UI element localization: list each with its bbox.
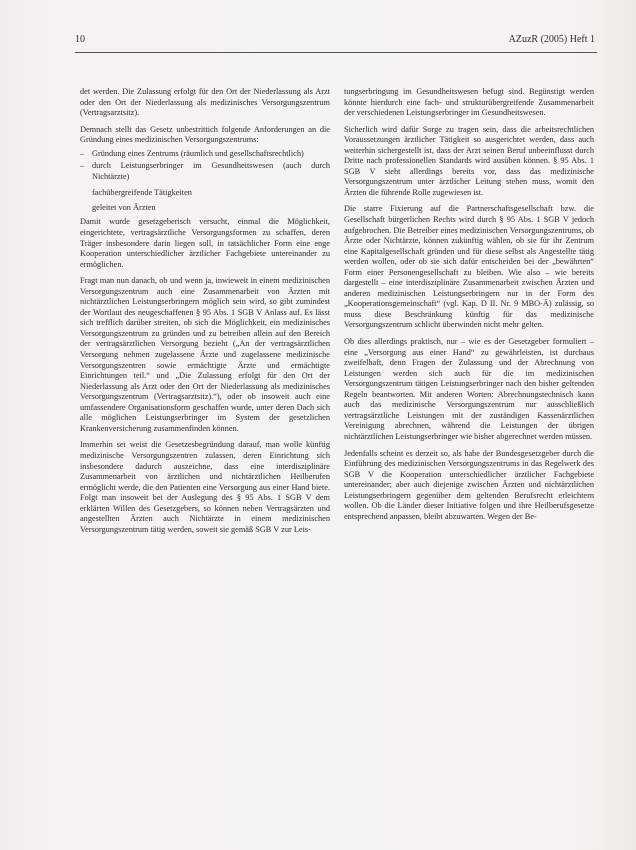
- right-column: [344, 87, 594, 528]
- paragraph: Damit wurde gesetzgeberisch versucht, einmal die Möglichkeit, eingerichtete, vertragsärztliche Versorgungsformen zu schaffen, deren Träger insbesondere darin liegen soll, in tatsächlicher Form eine enge Kooperation unterschiedlicher ärztlicher Fachgebiete untereinander zu ermöglichen.: [80, 217, 330, 269]
- paragraph: Ob dies allerdings praktisch, nur – wie es der Gesetzgeber formuliert – eine „Versorgung aus einer Hand“ zu gewährleisten, ist durchaus zweifelhaft, denn Fragen der Zulassung und der Abrechnung von Leistungen werden sich auch für die im medizinischen Versorgungszentrum tätigen Leistungserbringer nach den bisher geltenden Regeln beantworten. Mit anderen Worten: Abrechnungstechnisch kann auch das medizinische Versorgungszentrum nur ausschließlich vertragsärztliche Leistungen mit der zuständigen Kassenärztlichen Vereinigung abrechnen, während die Leistungen der übrigen nichtärztlichen Leistungserbringer wie bisher abgerechnet werden müssen.: [344, 337, 594, 441]
- left-column: [80, 87, 330, 541]
- list-item: – durch Leistungserbringer im Gesundheitswesen (auch durch Nichtärzte): [80, 161, 330, 182]
- paragraph: det werden. Die Zulassung erfolgt für den Ort der Niederlassung als Arzt oder den Ort der Niederlassung als medizinisches Versorgungszentrum (Vertragsarztsitz).: [80, 87, 330, 118]
- journal-reference: AZuzR (2005) Heft 1: [508, 34, 595, 45]
- page-header: [75, 34, 595, 50]
- paragraph: Immerhin sei weist die Gesetzesbegründung darauf, man wolle künftig medizinische Versorgungszentren zulassen, deren Einrichtung sich insbesondere dadurch auszeichne, dass eine interdisziplinäre Zusammenarbeit von ärztlichen und nichtärztlichen Heilberufen ermöglicht werde, die den Patienten eine Versorgung aus einer Hand biete. Folgt man insoweit bei der Auslegung des § 95 Abs. 1 SGB V dem erklärten Willen des Gesetzgebers, so können neben Vertragsärzten und angestellten Ärzten auch Nichtärzte in einem medizinischen Versorgungszentrum tätig werden, soweit sie gemäß SGB V zur Leis-: [80, 440, 330, 534]
- paragraph: Jedenfalls scheint es derzeit so, als habe der Bundesgesetzgeber durch die Einführung des medizinischen Versorgungszentrums in das Regelwerk des SGB V die Kooperation unterschiedlicher ärztlicher Fachgebiete untereinander; aber auch diejenige zwischen Ärzten und nichtärztlichen Leistungserbringern gegenüber dem geltenden Berufsrecht erleichtern wollen. Ob die Länder dieser Initiative folgen und ihre Heilberufsgesetze entsprechend anpassen, bleibt abzuwarten. Wegen der Be-: [344, 448, 594, 521]
- header-rule: [75, 52, 597, 53]
- list-subitem: geleitet von Ärzten: [92, 202, 156, 212]
- list-subitem: fachübergreifende Tätigkeiten: [92, 188, 192, 198]
- page-number: 10: [75, 34, 85, 45]
- paragraph: Sicherlich wird dafür Sorge zu tragen sein, dass die arbeitsrechtlichen Voraussetzungen ärztlicher Tätigkeit so ausgerichtet werden, dass auch weiterhin sichergestellt ist, dass der Arzt seinen Beruf unbeeinflusst durch Dritte nach professionellen Standards wird ausüben können. § 95 Abs. 1 SGB V sieht allerdings bereits vor, dass das medizinische Versorgungszentrum unter ärztlicher Leitung stehen muss, womit den Ärzten die führende Rolle zugewiesen ist.: [344, 124, 594, 197]
- paragraph: Die starre Fixierung auf die Partnerschaftsgesellschaft bzw. die Gesellschaft bürgerlichen Rechts wird durch § 95 Abs. 1 SGB V jedoch aufgebrochen. Die Betreiber eines medizinischen Versorgungszentrums, ob Ärzte oder Nichtärzte, können zukünftig wählen, ob sie für ihr Zentrum eine Kapitalgesellschaft gründen und für diese selbst als Angestellte tätig werden wollen, oder ob sie sich dafür entscheiden bei der „bewährten“ Form einer Personengesellschaft zu bleiben. Wie also – wie bereits dargestellt – eine interdisziplinäre Zusammenarbeit zwischen Ärzten und anderen medizinischen Leistungserbringern nur in der Form des „Kooperationsgemeinschaft“ (vgl. Kap. D II. Nr. 9 MBO-Ä) zulässig, so muss diese Beschränkung künftig für das medizinische Versorgungszentrum schlicht überwinden nicht mehr gelten.: [344, 204, 594, 330]
- list-item: – Gründung eines Zentrums (räumlich und gesellschaftsrechtlich): [80, 149, 330, 160]
- paragraph: Demnach stellt das Gesetz unbestrittich folgende Anforderungen an die Gründung eines medizinischen Versorgungszentrums:: [80, 124, 330, 145]
- requirements-list: [80, 149, 330, 183]
- paragraph: tungserbringung im Gesundheitswesen befugt sind. Begünstigt werden könnte hierdurch eine fach- und strukturübergreifende Zusammenarbeit der verschiedenen Leistungserbringer im Gesundheitswesen.: [344, 87, 594, 118]
- paragraph: Fragt man nun danach, ob und wenn ja, inwieweit in einem medizinischen Versorgungszentrum auch eine Zusammenarbeit von Ärzten mit nichtärztlichen Leistungserbringern möglich sein wird, so gibt zumindest der Wortlaut des neugeschaffenen § 95 Abs. 1 SGB V Anlass auf. Es lässt sich trefflich darüber streiten, ob sich die Möglichkeit, ein medizinisches Versorgungszentrum zu gründen und zu betreiben allein auf den Bereich der vertragsärztlichen Versorgung bezieht („An der vertragsärztlichen Versorgung nehmen zugelassene Ärzte und zugelassene medizinische Versorgungszentren sowie ermächtigte Ärzte und ermächtigte Einrichtungen teil.“ und „Die Zulassung erfolgt für den Ort der Niederlassung als Arzt oder den Ort der Niederlassung als medizinisches Versorgungszentrum (Vertragsarztsitz).“), oder ob insoweit auch eine umfassendere Organisationsform geschaffen wurde, unter deren Dach sich alle möglichen Leistungserbringer im System der gesetzlichen Krankenversicherung zusammenfinden können.: [80, 276, 330, 433]
